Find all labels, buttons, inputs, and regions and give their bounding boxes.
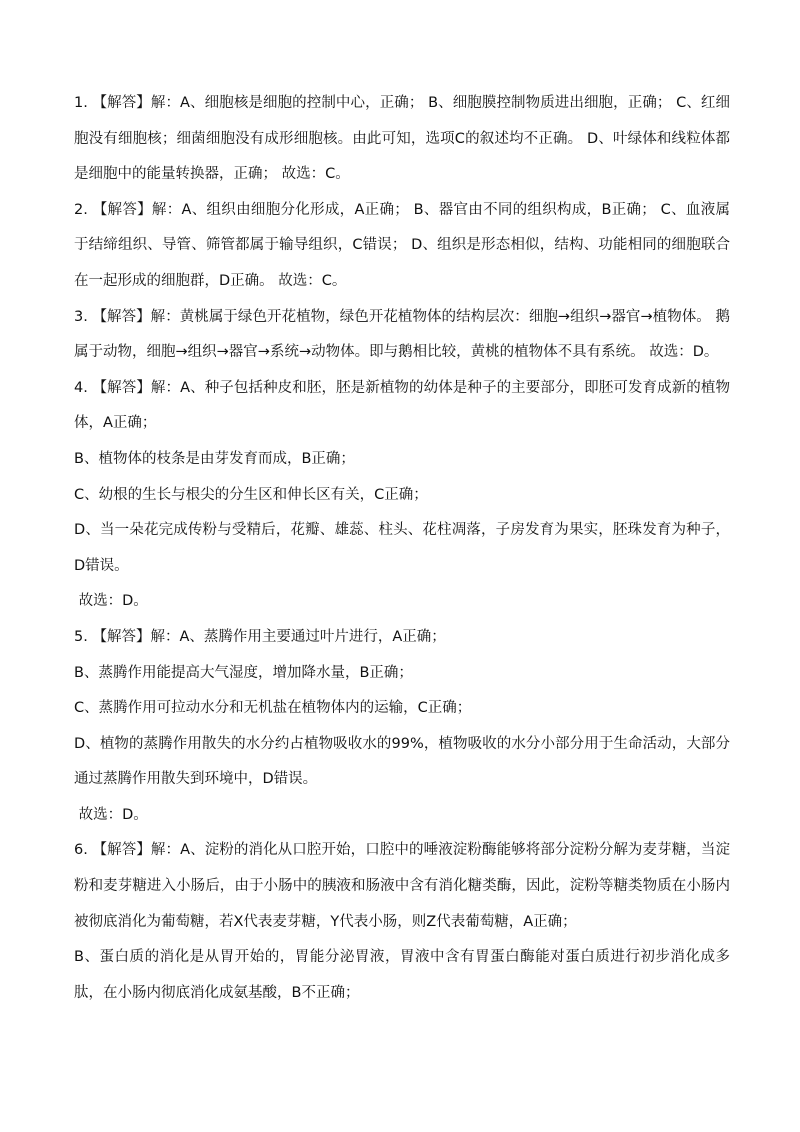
answer-text-block xyxy=(74,86,730,1011)
answer-paragraph-6: 6. 【解答】解：A、淀粉的消化从口腔开始，口腔中的唾液淀粉酶能够将部分淀粉分解为麦芽糖，当淀粉和麦芽糖进入小肠后，由于小肠中的胰液和肠液中含有消化糖类酶，因此，淀粉等糖类物质在小肠内被彻底消化为葡萄糖，若X代表麦芽糖，Y代表小肠，则Z代表葡萄糖，A正确； xyxy=(74,842,730,930)
answer-choice-4: 故选：D。 xyxy=(74,593,148,610)
answer-paragraph-1: 1. 【解答】解：A、细胞核是细胞的控制中心，正确； B、细胞膜控制物质进出细胞，正确； C、红细胞没有细胞核；细菌细胞没有成形细胞核。由此可知，选项C的叙述均不正确。 D、叶绿体和线粒体都是细胞中的能量转换器，正确； 故选：C。 xyxy=(74,95,730,183)
answer-paragraph-5d: D、植物的蒸腾作用散失的水分约占植物吸收水的99%，植物吸收的水分小部分用于生命活动，大部分通过蒸腾作用散失到环境中，D错误。 xyxy=(74,735,730,788)
answer-paragraph-4d: D、当一朵花完成传粉与受精后，花瓣、雄蕊、柱头、花柱凋落，子房发育为果实，胚珠发育为种子，D错误。 xyxy=(74,522,730,574)
answer-paragraph-5b: B、蒸腾作用能提高大气湿度，增加降水量，B正确； xyxy=(74,664,413,681)
answer-choice-5: 故选：D。 xyxy=(74,806,148,823)
answer-paragraph-6b: B、蛋白质的消化是从胃开始的，胃能分泌胃液，胃液中含有胃蛋白酶能对蛋白质进行初步消化成多肽，在小肠内彻底消化成氨基酸，B不正确； xyxy=(74,949,730,1001)
answer-paragraph-5c: C、蒸腾作用可拉动水分和无机盐在植物体内的运输，C正确； xyxy=(74,700,472,717)
answer-paragraph-4b: B、植物体的枝条是由芽发育而成，B正确； xyxy=(74,450,355,467)
answer-paragraph-4: 4. 【解答】解：A、种子包括种皮和胚，胚是新植物的幼体是种子的主要部分，即胚可发育成新的植物体，A正确； xyxy=(74,379,730,432)
answer-paragraph-2: 2. 【解答】解：A、组织由细胞分化形成，A正确； B、器官由不同的组织构成，B正确； C、血液属于结缔组织、导管、筛管都属于输导组织，C错误； D、组织是形态相似，结构、功能相同的细胞联合在一起形成的细胞群，D正确。 故选：C。 xyxy=(74,201,730,289)
answer-paragraph-3: 3. 【解答】解：黄桃属于绿色开花植物，绿色开花植物体的结构层次：细胞→组织→器官→植物体。 鹅属于动物，细胞→组织→器官→系统→动物体。即与鹅相比较，黄桃的植物体不具有系统。 故选：D。 xyxy=(74,308,730,361)
answer-paragraph-4c: C、幼根的生长与根尖的分生区和伸长区有关，C正确； xyxy=(74,486,428,503)
answer-paragraph-5: 5. 【解答】解：A、蒸腾作用主要通过叶片进行，A正确； xyxy=(74,628,446,645)
